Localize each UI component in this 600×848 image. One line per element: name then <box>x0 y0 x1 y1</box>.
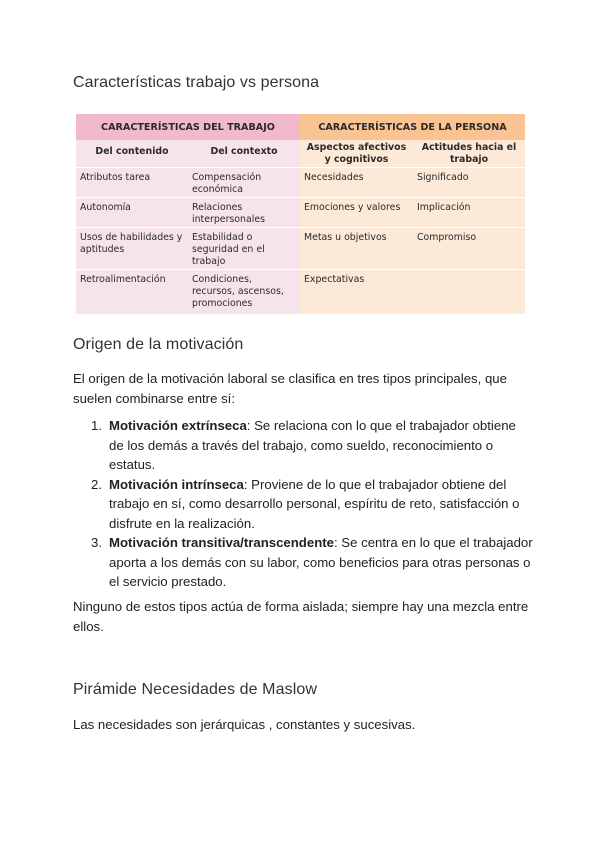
list-text: : Se centra en lo que el trabajador aporta a los demás con su labor, como beneficios para otras personas o el servicio prestado. <box>109 535 533 589</box>
origen-intro: El origen de la motivación laboral se clasifica en tres tipos principales, que suelen combinarse entre sí: <box>73 371 507 406</box>
characteristics-table <box>76 114 525 314</box>
subheader-contenido: Del contenido <box>95 146 169 157</box>
list-text: : Se relaciona con lo que el trabajador obtiene de los demás a través del trabajo, como sueldo, reconocimiento o estatus. <box>109 418 516 472</box>
subheader-aspectos: Aspectos afectivos y cognitivos <box>306 142 407 165</box>
list-text: : Proviene de lo que el trabajador obtiene del trabajo en sí, como desarrollo personal, espíritu de reto, satisfacción o disfrute en la realización. <box>109 476 520 531</box>
table-cell: Estabilidad o seguridad en el trabajo <box>192 232 265 267</box>
subheader-actitudes: Actitudes hacia el trabajo <box>421 142 517 165</box>
table-cell <box>413 270 525 278</box>
table-cell: Retroalimentación <box>80 274 166 285</box>
section-title-origen: Origen de la motivación <box>73 336 244 353</box>
table-cell: Implicación <box>417 202 471 213</box>
table-header-persona: CARACTERÍSTICAS DE LA PERSONA <box>300 114 525 140</box>
table-cell: Usos de habilidades y aptitudes <box>80 232 183 255</box>
table-header-trabajo: CARACTERÍSTICAS DEL TRABAJO <box>76 114 300 140</box>
table-cell: Metas u objetivos <box>304 232 387 243</box>
section-title-caracteristicas: Características trabajo vs persona <box>73 74 320 91</box>
list-item <box>73 416 533 475</box>
list-item <box>73 475 533 534</box>
origen-closing: Ninguno de estos tipos actúa de forma aislada; siempre hay una mezcla entre ellos. <box>73 599 529 634</box>
list-number: 2. <box>91 476 102 492</box>
table-cell: Emociones y valores <box>304 202 401 213</box>
table-cell: Condiciones, recursos, ascensos, promociones <box>192 274 284 309</box>
table-cell: Significado <box>417 172 469 183</box>
section-title-maslow: Pirámide Necesidades de Maslow <box>73 681 317 698</box>
list-item <box>73 533 533 592</box>
table-cell: Relaciones interpersonales <box>192 202 265 225</box>
table-cell: Expectativas <box>304 274 365 285</box>
table-cell: Autonomía <box>80 202 131 213</box>
list-number: 3. <box>91 535 102 550</box>
table-cell: Compensación económica <box>192 172 262 195</box>
table-cell: Necesidades <box>304 172 364 183</box>
list-number: 1. <box>91 418 102 433</box>
subheader-contexto: Del contexto <box>210 146 278 157</box>
list-term: Motivación transitiva/transcendente <box>109 535 334 550</box>
list-term: Motivación extrínseca <box>109 418 247 433</box>
maslow-text: Las necesidades son jerárquicas , constantes y sucesivas. <box>73 717 416 732</box>
table-cell: Atributos tarea <box>80 172 151 183</box>
motivation-types-list <box>73 416 533 592</box>
list-term: Motivación intrínseca <box>109 476 244 492</box>
table-cell: Compromiso <box>417 232 477 243</box>
